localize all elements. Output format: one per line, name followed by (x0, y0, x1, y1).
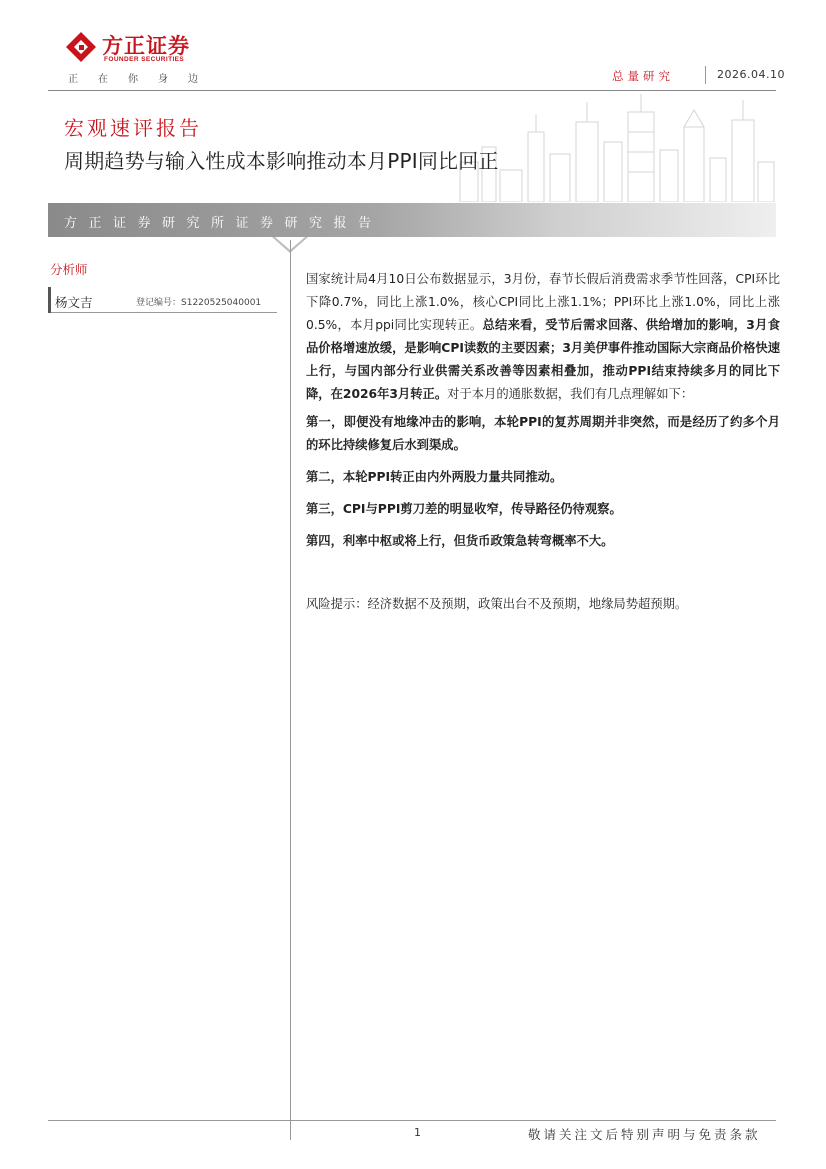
report-type-label: 宏观速评报告 (64, 116, 202, 140)
institute-banner (48, 203, 776, 237)
column-divider (290, 240, 291, 1140)
summary-bold-text: 总结来看，受节后需求回落、供给增加的影响，3月食品价格增速放缓，是影响CPI读数的主要因素；3月美伊事件推动国际大宗商品价格快速上行，与国内部分行业供需关系改善等因素相叠加，推动PPI结束持续多月的同比下降，在2026年3月转正。 (306, 318, 780, 401)
header-separator (705, 66, 706, 84)
report-date: 2026.04.10 (717, 68, 785, 81)
key-point: 第一，即便没有地缘冲击的影响，本轮PPI的复苏周期并非突然，而是经历了约多个月的环比持续修复后水到渠成。 (306, 415, 780, 452)
risk-warning: 风险提示：经济数据不及预期，政策出台不及预期，地缘局势超预期。 (306, 597, 688, 611)
footer-disclaimer-link[interactable]: 敬请关注文后特别声明与免责条款 (528, 1127, 761, 1142)
report-title: 周期趋势与输入性成本影响推动本月PPI同比回正 (64, 149, 499, 173)
key-point: 第二，本轮PPI转正由内外两股力量共同推动。 (306, 470, 563, 484)
analyst-registration: 登记编号：S1220525040001 (136, 298, 262, 308)
key-point: 第四，利率中枢或将上行，但货币政策急转弯概率不大。 (306, 534, 614, 548)
company-slogan: 正在你身边 (68, 74, 218, 85)
company-logo (64, 28, 218, 88)
logo-chinese-name: 方正证券 (102, 34, 190, 58)
key-point: 第三，CPI与PPI剪刀差的明显收窄，传导路径仍待观察。 (306, 502, 622, 516)
summary-tail-text: 对于本月的通胀数据，我们有几点理解如下： (447, 387, 694, 401)
footer-rule (48, 1120, 776, 1121)
institute-banner-text: 方正证券研究所证券研究报告 (64, 216, 383, 231)
report-category: 总量研究 (612, 69, 674, 83)
header-rule (48, 90, 776, 91)
analyst-heading: 分析师 (50, 262, 88, 277)
report-body (306, 268, 780, 616)
analyst-name: 杨文吉 (55, 295, 93, 310)
founder-logo-icon (64, 30, 98, 64)
summary-plain-text: 国家统计局4月10日公布数据显示，3月份，春节长假后消费需求季节性回落，CPI环比下降0.7%，同比上涨1.0%，核心CPI同比上涨1.1%；PPI环比上涨1.0%，同比上涨0.5%，本月ppi同比实现转正。 (306, 272, 780, 332)
logo-english-name: FOUNDER SECURITIES (104, 56, 185, 63)
summary-paragraph (306, 268, 780, 406)
page-number: 1 (414, 1126, 421, 1139)
